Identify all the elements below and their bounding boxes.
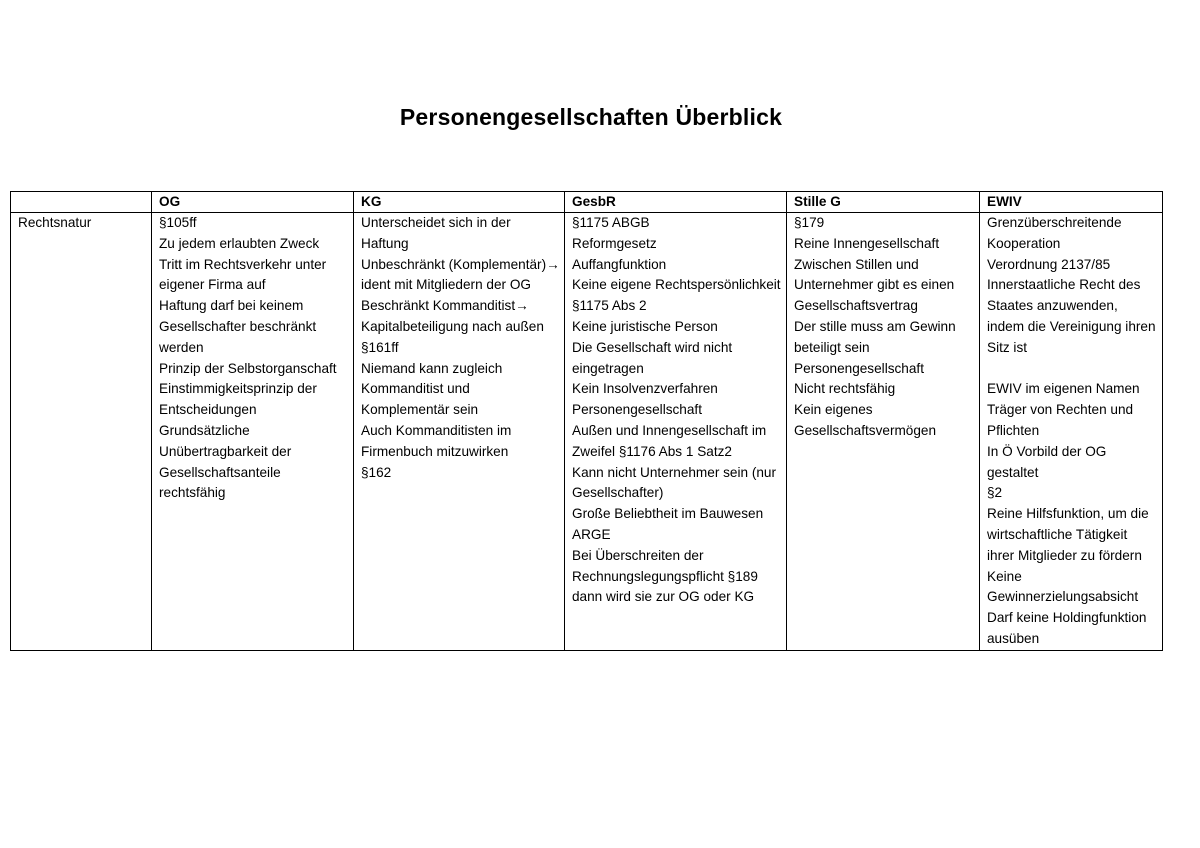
cell-stille-g: [787, 213, 980, 651]
cell-line: [987, 359, 1158, 380]
cell-line: Auch Kommanditisten im Firmenbuch mitzuwirken: [361, 422, 512, 459]
cell-line: Personengesellschaft: [572, 402, 702, 418]
cell-line: Zu jedem erlaubten Zweck: [159, 235, 320, 251]
cell-line: Auffangfunktion: [572, 256, 667, 272]
cell-line: Prinzip der Selbstorganschaft: [159, 360, 337, 376]
cell-line: §161ff: [361, 339, 399, 355]
cell-line: §179: [794, 215, 825, 230]
cell-line: Haftung darf bei keinem Gesellschafter beschränkt werden: [159, 298, 317, 355]
header-cell-ewiv: EWIV: [980, 192, 1163, 213]
cell-line: Bei Überschreiten der Rechnungslegungspflicht §189 dann wird sie zur OG oder KG: [572, 547, 758, 605]
table-row: [11, 213, 1163, 651]
cell-line: Reine Innengesellschaft: [794, 235, 940, 251]
cell-line: rechtsfähig: [159, 485, 226, 501]
cell-line: Nicht rechtsfähig: [794, 381, 896, 397]
cell-line: Kann nicht Unternehmer sein (nur Gesellschafter): [572, 464, 777, 501]
row-label: Rechtsnatur: [11, 213, 152, 651]
cell-line: Keine juristische Person: [572, 318, 718, 334]
header-cell-empty: [11, 192, 152, 213]
cell-line: Außen und Innengesellschaft im Zweifel §1176 Abs 1 Satz2: [572, 422, 767, 459]
cell-line: Keine eigene Rechtspersönlichkeit §1175 Abs 2: [572, 277, 781, 314]
cell-line: Unterscheidet sich in der Haftung: [361, 215, 511, 251]
cell-line: Einstimmigkeitsprinzip der Entscheidungen: [159, 381, 317, 418]
cell-line: §2: [987, 485, 1003, 501]
cell-line: Unbeschränkt (Komplementär)→ ident mit Mitgliedern der OG: [361, 256, 560, 293]
header-cell-gesbr: GesbR: [565, 192, 787, 213]
cell-line: Keine Gewinnerzielungsabsicht: [987, 568, 1139, 605]
cell-line: Tritt im Rechtsverkehr unter eigener Firma auf: [159, 256, 327, 293]
cell-line: Zwischen Stillen und Unternehmer gibt es einen Gesellschaftsvertrag: [794, 256, 955, 314]
header-row: [11, 192, 1163, 213]
cell-line: Reformgesetz: [572, 235, 657, 251]
header-cell-kg: KG: [354, 192, 565, 213]
header-cell-og: OG: [152, 192, 354, 213]
cell-line: Der stille muss am Gewinn beteiligt sein: [794, 318, 956, 355]
overview-table: [10, 191, 1163, 651]
cell-line: Beschränkt Kommanditist→ Kapitalbeteiligung nach außen: [361, 298, 544, 334]
header-cell-stille-g: Stille G: [787, 192, 980, 213]
cell-line: §105ff: [159, 215, 197, 230]
document-title: Personengesellschaften Überblick: [399, 104, 783, 130]
cell-line: Reine Hilfsfunktion, um die wirtschaftliche Tätigkeit ihrer Mitglieder zu fördern: [987, 506, 1149, 563]
cell-line: Kein eigenes Gesellschaftsvermögen: [794, 402, 937, 438]
cell-gesbr: [565, 213, 787, 651]
cell-line: Niemand kann zugleich Kommanditist und Komplementär sein: [361, 360, 503, 418]
cell-ewiv: [980, 213, 1163, 651]
cell-line: EWIV im eigenen Namen Träger von Rechten und Pflichten: [987, 381, 1140, 438]
cell-kg: [354, 213, 565, 651]
cell-line: In Ö Vorbild der OG gestaltet: [987, 443, 1107, 480]
cell-line: §1175 ABGB: [572, 215, 650, 230]
cell-line: Kein Insolvenzverfahren: [572, 381, 718, 397]
cell-line: Grenzüberschreitende Kooperation: [987, 215, 1122, 251]
cell-line: Verordnung 2137/85: [987, 256, 1111, 272]
cell-line: Innerstaatliche Recht des Staates anzuwenden, indem die Vereinigung ihren Sitz ist: [987, 277, 1156, 355]
cell-line: Darf keine Holdingfunktion ausüben: [987, 610, 1147, 646]
cell-line: Große Beliebtheit im Bauwesen ARGE: [572, 506, 764, 542]
cell-line: §162: [361, 464, 392, 480]
cell-line: Die Gesellschaft wird nicht eingetragen: [572, 339, 733, 376]
cell-og: [152, 213, 354, 651]
cell-line: Personengesellschaft: [794, 360, 924, 376]
cell-line: Grundsätzliche Unübertragbarkeit der Gesellschaftsanteile: [159, 422, 292, 480]
